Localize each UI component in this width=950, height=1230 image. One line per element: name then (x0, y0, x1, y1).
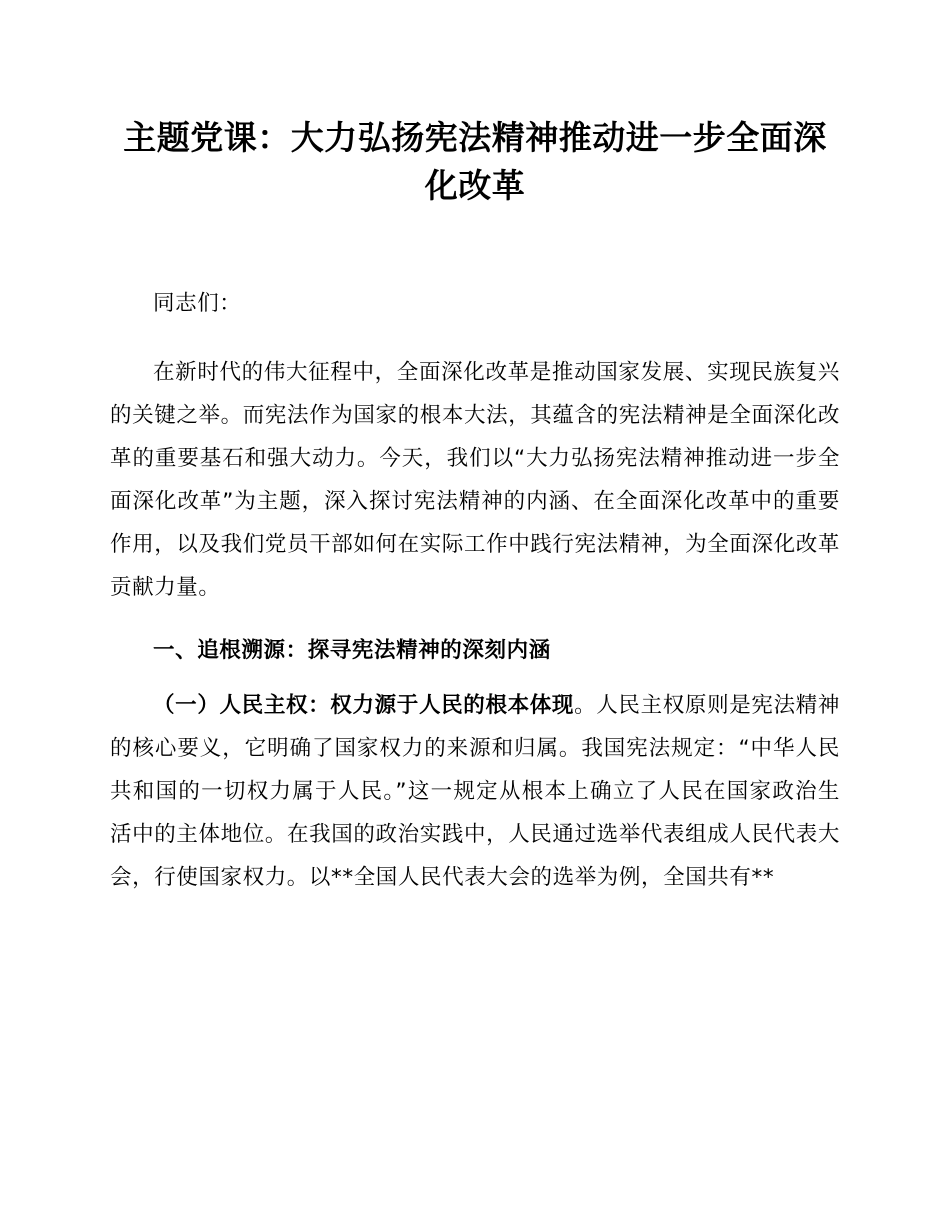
subsection-1-text: 。人民主权原则是宪法精神的核心要义，它明确了国家权力的来源和归属。我国宪法规定：“中华人民共和国的一切权力属于人民。”这一规定从根本上确立了人民在国家政治生活中的主体地位。在我国的政治实践中，人民通过选举代表组成人民代表大会，行使国家权力。以**全国人民代表大会的选举为例，全国共有** (110, 692, 841, 890)
subsection-1-lead: （一）人民主权：权力源于人民的根本体现 (153, 692, 575, 718)
section-heading-1: 一、追根溯源：探寻宪法精神的深刻内涵 (153, 637, 551, 663)
subsection-1-paragraph (110, 684, 840, 899)
salutation: 同志们： (153, 290, 242, 316)
intro-paragraph: 在新时代的伟大征程中，全面深化改革是推动国家发展、实现民族复兴的关键之举。而宪法作为国家的根本大法，其蕴含的宪法精神是全面深化改革的重要基石和强大动力。今天，我们以“大力弘扬宪法精神推动进一步全面深化改革”为主题，深入探讨宪法精神的内涵、在全面深化改革中的重要作用，以及我们党员干部如何在实际工作中践行宪法精神，为全面深化改革贡献力量。 (110, 359, 840, 600)
document-body (110, 282, 840, 899)
page-title: 主题党课：大力弘扬宪法精神推动进一步全面深化改革 (123, 118, 827, 205)
